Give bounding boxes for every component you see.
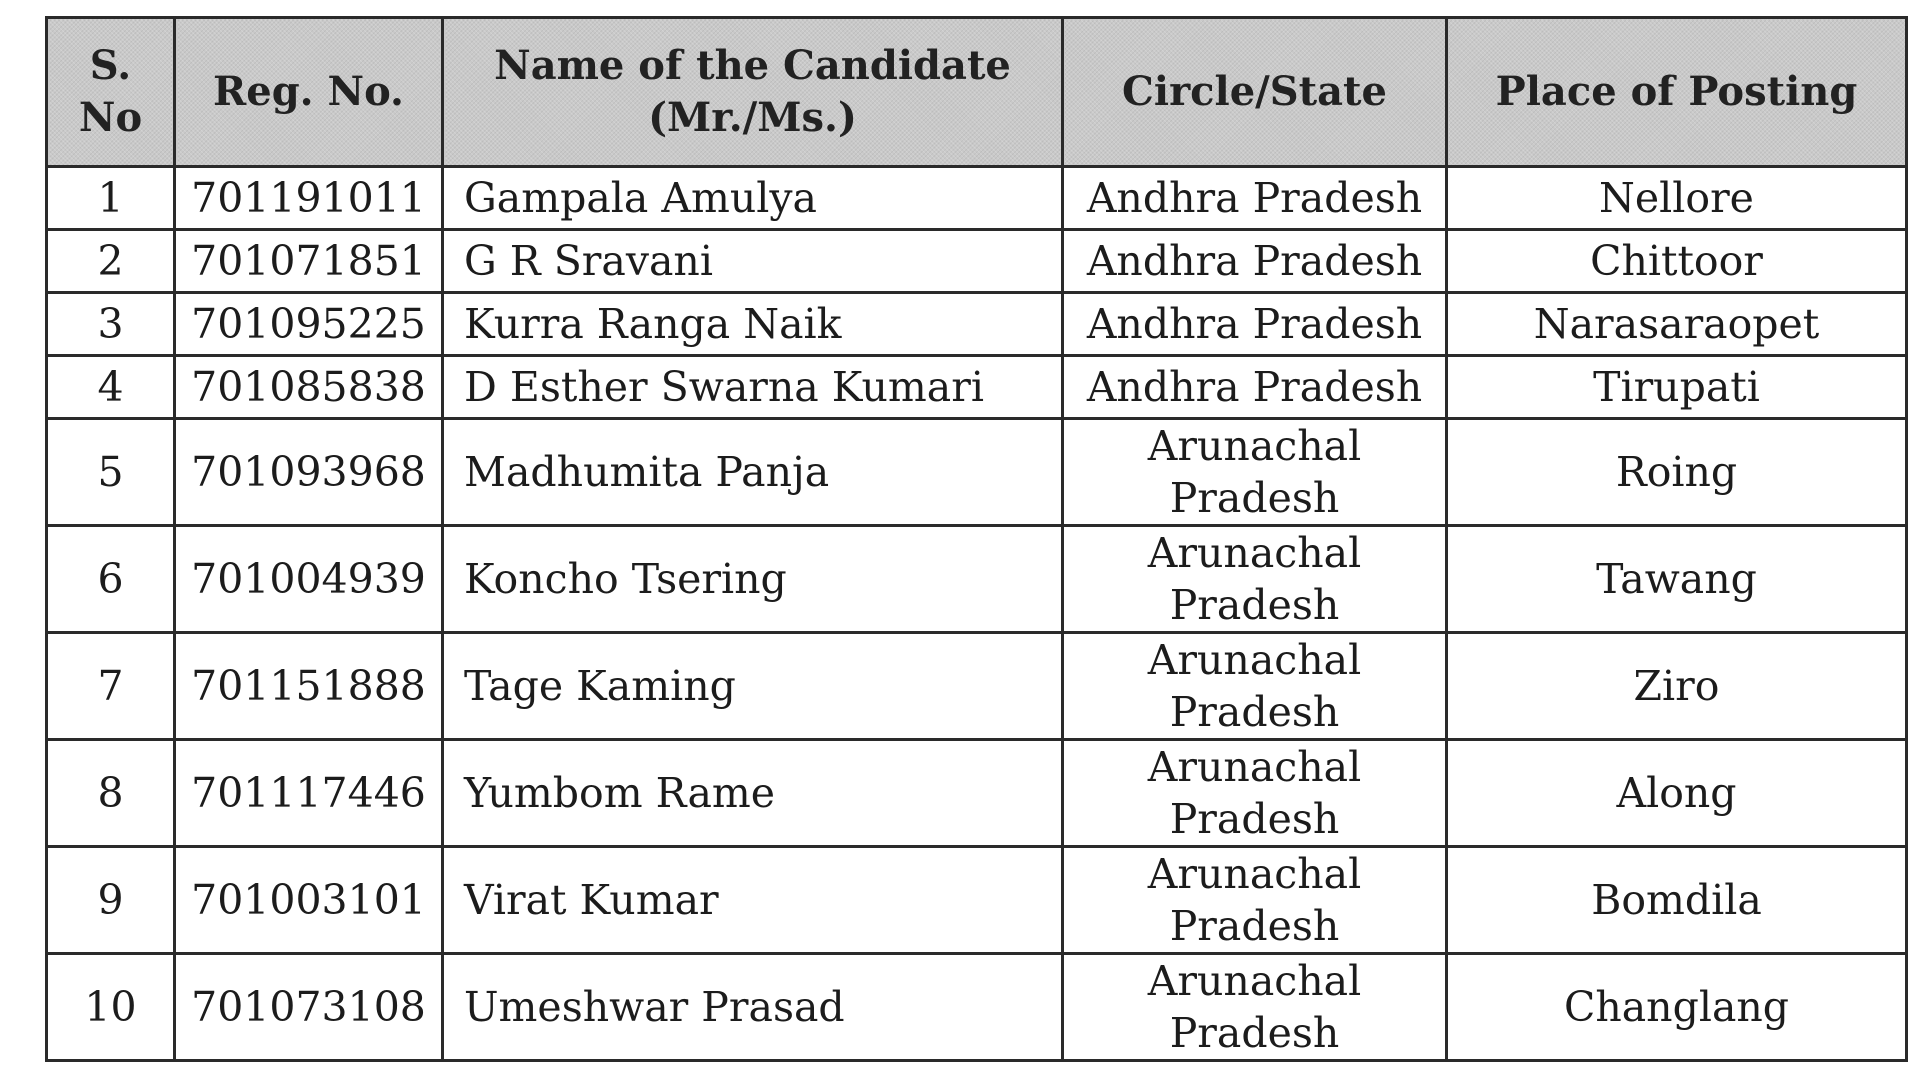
cell-circle-state-text: Arunachal Pradesh	[1147, 743, 1362, 843]
cell-reg-no: 701093968	[175, 419, 443, 526]
cell-place-of-posting: Narasaraopet	[1447, 293, 1907, 356]
cell-reg-no: 701004939	[175, 526, 443, 633]
cell-candidate-name: Tage Kaming	[443, 633, 1063, 740]
cell-candidate-name: Umeshwar Prasad	[443, 954, 1063, 1061]
cell-circle-state	[1063, 526, 1447, 633]
cell-candidate-name: Koncho Tsering	[443, 526, 1063, 633]
cell-reg-no: 701191011	[175, 167, 443, 230]
cell-candidate-name: Madhumita Panja	[443, 419, 1063, 526]
cell-place-of-posting: Nellore	[1447, 167, 1907, 230]
table-header	[47, 18, 1907, 167]
cell-sno: 6	[47, 526, 175, 633]
table-row	[47, 167, 1907, 230]
table-row	[47, 419, 1907, 526]
cell-reg-no: 701095225	[175, 293, 443, 356]
header-candidate-name-line1: Name of the Candidate	[494, 42, 1011, 89]
cell-candidate-name: D Esther Swarna Kumari	[443, 356, 1063, 419]
table-row	[47, 633, 1907, 740]
cell-place-of-posting: Chittoor	[1447, 230, 1907, 293]
cell-place-of-posting: Ziro	[1447, 633, 1907, 740]
cell-sno: 3	[47, 293, 175, 356]
header-sno: S. No	[47, 18, 175, 167]
cell-sno: 10	[47, 954, 175, 1061]
cell-circle-state: Andhra Pradesh	[1063, 167, 1447, 230]
cell-circle-state-text: Arunachal Pradesh	[1147, 636, 1362, 736]
cell-circle-state	[1063, 419, 1447, 526]
table-row	[47, 847, 1907, 954]
cell-circle-state	[1063, 847, 1447, 954]
table-row	[47, 526, 1907, 633]
cell-circle-state: Andhra Pradesh	[1063, 230, 1447, 293]
cell-place-of-posting: Along	[1447, 740, 1907, 847]
cell-sno: 7	[47, 633, 175, 740]
table-row	[47, 230, 1907, 293]
cell-sno: 5	[47, 419, 175, 526]
header-candidate-name	[443, 18, 1063, 167]
cell-reg-no: 701117446	[175, 740, 443, 847]
cell-sno: 2	[47, 230, 175, 293]
cell-candidate-name: G R Sravani	[443, 230, 1063, 293]
cell-candidate-name: Gampala Amulya	[443, 167, 1063, 230]
cell-place-of-posting: Bomdila	[1447, 847, 1907, 954]
header-row	[47, 18, 1907, 167]
table-row	[47, 954, 1907, 1061]
cell-place-of-posting: Roing	[1447, 419, 1907, 526]
header-circle-state: Circle/State	[1063, 18, 1447, 167]
cell-circle-state-text: Arunachal Pradesh	[1147, 850, 1362, 950]
cell-circle-state: Andhra Pradesh	[1063, 356, 1447, 419]
cell-sno: 1	[47, 167, 175, 230]
cell-circle-state-text: Arunachal Pradesh	[1147, 422, 1362, 522]
header-place-of-posting: Place of Posting	[1447, 18, 1907, 167]
header-candidate-name-line2: (Mr./Ms.)	[648, 94, 857, 141]
cell-reg-no: 701071851	[175, 230, 443, 293]
cell-reg-no: 701085838	[175, 356, 443, 419]
posting-table	[45, 16, 1908, 1062]
table-row	[47, 740, 1907, 847]
cell-place-of-posting: Tirupati	[1447, 356, 1907, 419]
cell-place-of-posting: Tawang	[1447, 526, 1907, 633]
cell-circle-state-text: Arunachal Pradesh	[1147, 957, 1362, 1057]
cell-candidate-name: Kurra Ranga Naik	[443, 293, 1063, 356]
cell-circle-state: Andhra Pradesh	[1063, 293, 1447, 356]
cell-reg-no: 701003101	[175, 847, 443, 954]
cell-place-of-posting: Changlang	[1447, 954, 1907, 1061]
cell-circle-state	[1063, 633, 1447, 740]
table-row	[47, 293, 1907, 356]
cell-reg-no: 701151888	[175, 633, 443, 740]
cell-circle-state-text: Arunachal Pradesh	[1147, 529, 1362, 629]
cell-sno: 4	[47, 356, 175, 419]
table-body	[47, 167, 1907, 1061]
cell-candidate-name: Yumbom Rame	[443, 740, 1063, 847]
cell-candidate-name: Virat Kumar	[443, 847, 1063, 954]
cell-circle-state	[1063, 740, 1447, 847]
cell-sno: 8	[47, 740, 175, 847]
cell-circle-state	[1063, 954, 1447, 1061]
cell-reg-no: 701073108	[175, 954, 443, 1061]
cell-sno: 9	[47, 847, 175, 954]
table-row	[47, 356, 1907, 419]
header-reg-no: Reg. No.	[175, 18, 443, 167]
